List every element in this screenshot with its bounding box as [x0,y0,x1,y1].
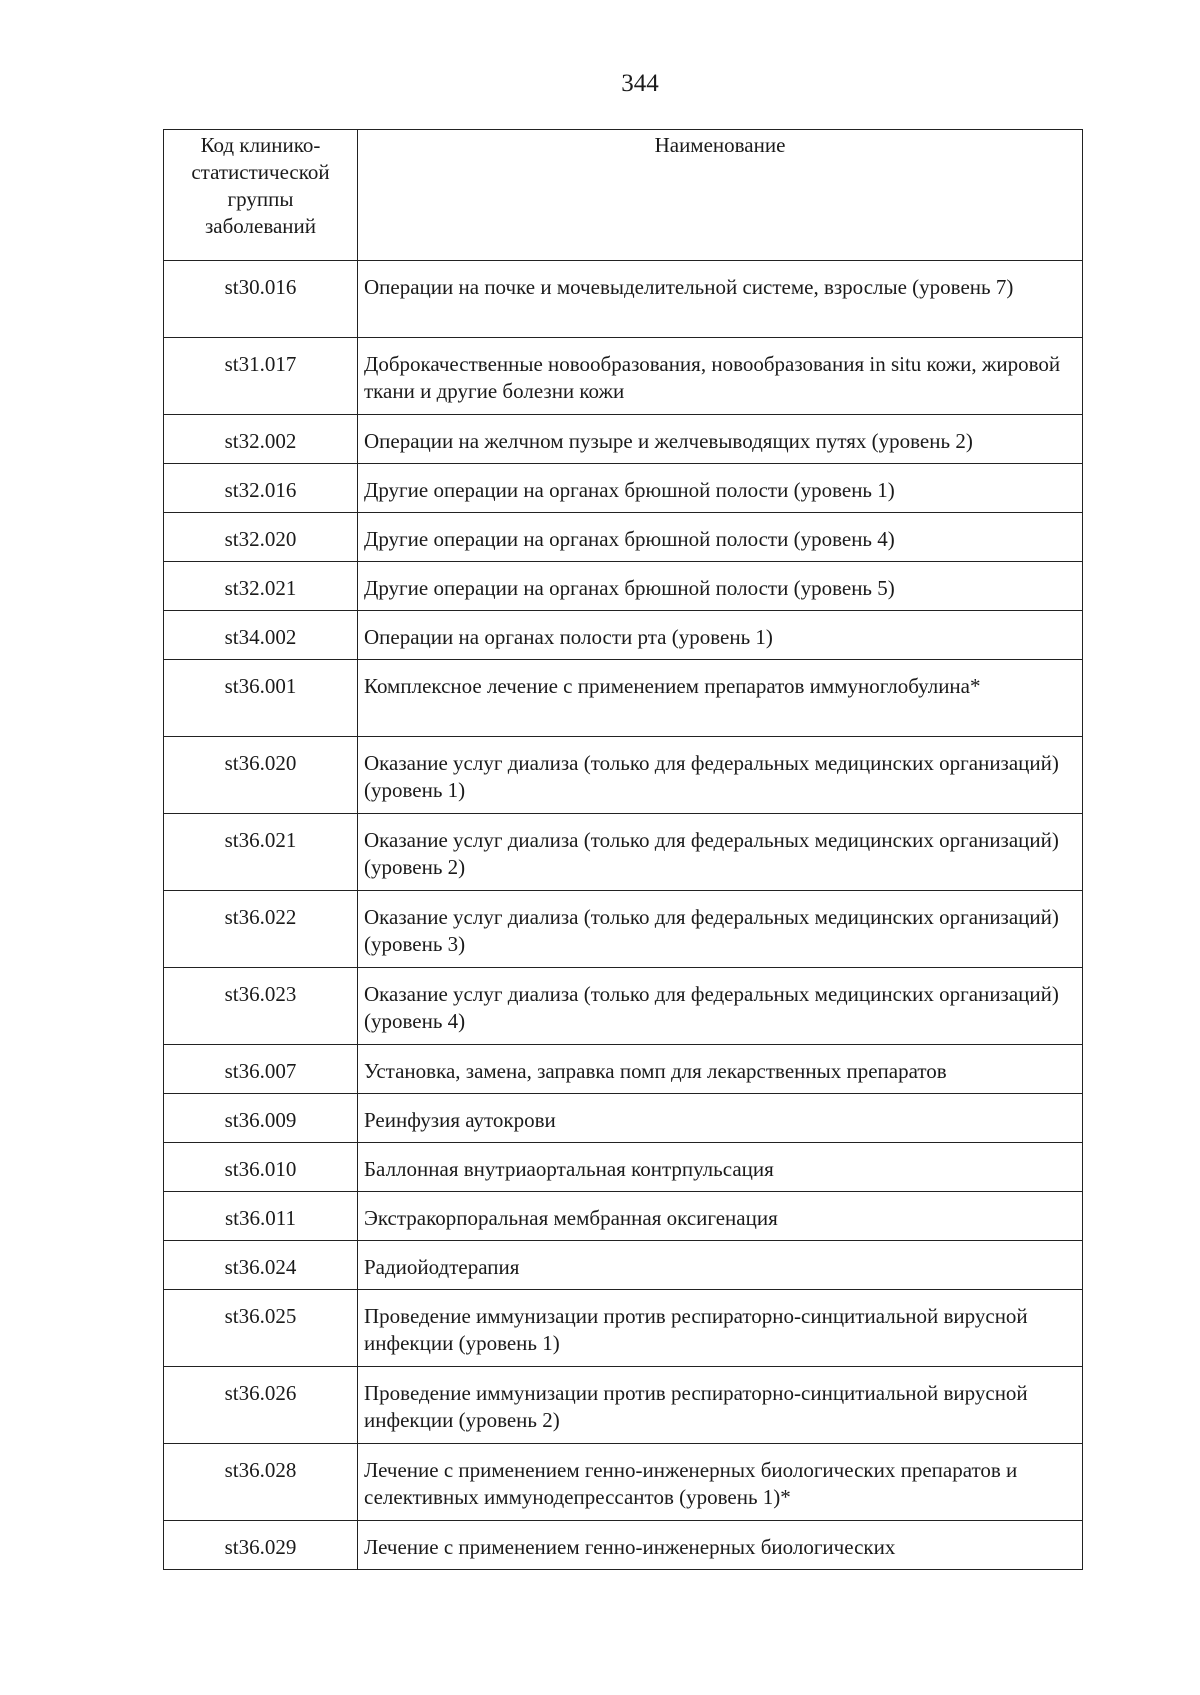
table-row [164,891,1083,968]
row-code: st36.007 [164,1045,358,1094]
row-code: st32.016 [164,464,358,513]
table-row [164,1521,1083,1570]
table-row [164,1143,1083,1192]
row-name: Оказание услуг диализа (только для федеральных медицинских организаций) (уровень 4) [358,968,1083,1045]
row-name: Комплексное лечение с применением препаратов иммуноглобулина* [358,660,1083,737]
table-row [164,1094,1083,1143]
table-row [164,1290,1083,1367]
table-row [164,464,1083,513]
table-row [164,1192,1083,1241]
table-row [164,338,1083,415]
table-row [164,611,1083,660]
row-code: st32.021 [164,562,358,611]
row-code: st36.021 [164,814,358,891]
row-name: Другие операции на органах брюшной полости (уровень 5) [358,562,1083,611]
row-name: Операции на органах полости рта (уровень 1) [358,611,1083,660]
row-name: Реинфузия аутокрови [358,1094,1083,1143]
row-code: st36.023 [164,968,358,1045]
row-code: st36.029 [164,1521,358,1570]
table-row [164,415,1083,464]
table-row [164,1444,1083,1521]
row-code: st36.020 [164,737,358,814]
row-name: Радиойодтерапия [358,1241,1083,1290]
row-code: st30.016 [164,261,358,338]
row-name: Операции на почке и мочевыделительной системе, взрослые (уровень 7) [358,261,1083,338]
row-code: st34.002 [164,611,358,660]
row-code: st36.001 [164,660,358,737]
row-code: st32.020 [164,513,358,562]
row-name: Проведение иммунизации против респираторно-синцитиальной вирусной инфекции (уровень 2) [358,1367,1083,1444]
table-row [164,1241,1083,1290]
table-row [164,261,1083,338]
row-name: Проведение иммунизации против респираторно-синцитиальной вирусной инфекции (уровень 1) [358,1290,1083,1367]
row-name: Другие операции на органах брюшной полости (уровень 1) [358,464,1083,513]
table-row [164,660,1083,737]
page-number: 344 [621,70,659,97]
table-row [164,968,1083,1045]
header-name: Наименование [358,130,1083,261]
row-code: st36.009 [164,1094,358,1143]
table-row [164,814,1083,891]
row-name: Другие операции на органах брюшной полости (уровень 4) [358,513,1083,562]
table-row [164,513,1083,562]
header-code: Код клинико-статистической группы заболеваний [164,130,358,261]
row-code: st31.017 [164,338,358,415]
ksg-table [163,129,1083,1570]
row-code: st36.022 [164,891,358,968]
table-header-row [164,130,1083,261]
table-row [164,737,1083,814]
row-name: Оказание услуг диализа (только для федеральных медицинских организаций) (уровень 2) [358,814,1083,891]
row-code: st36.011 [164,1192,358,1241]
row-code: st36.010 [164,1143,358,1192]
row-name: Экстракорпоральная мембранная оксигенация [358,1192,1083,1241]
row-name: Баллонная внутриаортальная контрпульсация [358,1143,1083,1192]
table-row [164,1367,1083,1444]
row-code: st32.002 [164,415,358,464]
row-name: Доброкачественные новообразования, новообразования in situ кожи, жировой ткани и другие болезни кожи [358,338,1083,415]
row-code: st36.026 [164,1367,358,1444]
table-row [164,1045,1083,1094]
row-code: st36.024 [164,1241,358,1290]
table-row [164,562,1083,611]
row-name: Операции на желчном пузыре и желчевыводящих путях (уровень 2) [358,415,1083,464]
row-name: Оказание услуг диализа (только для федеральных медицинских организаций) (уровень 3) [358,891,1083,968]
row-code: st36.025 [164,1290,358,1367]
row-code: st36.028 [164,1444,358,1521]
row-name: Лечение с применением генно-инженерных биологических препаратов и селективных иммунодепрессантов (уровень 1)* [358,1444,1083,1521]
row-name: Установка, замена, заправка помп для лекарственных препаратов [358,1045,1083,1094]
row-name: Оказание услуг диализа (только для федеральных медицинских организаций) (уровень 1) [358,737,1083,814]
row-name: Лечение с применением генно-инженерных биологических [358,1521,1083,1570]
